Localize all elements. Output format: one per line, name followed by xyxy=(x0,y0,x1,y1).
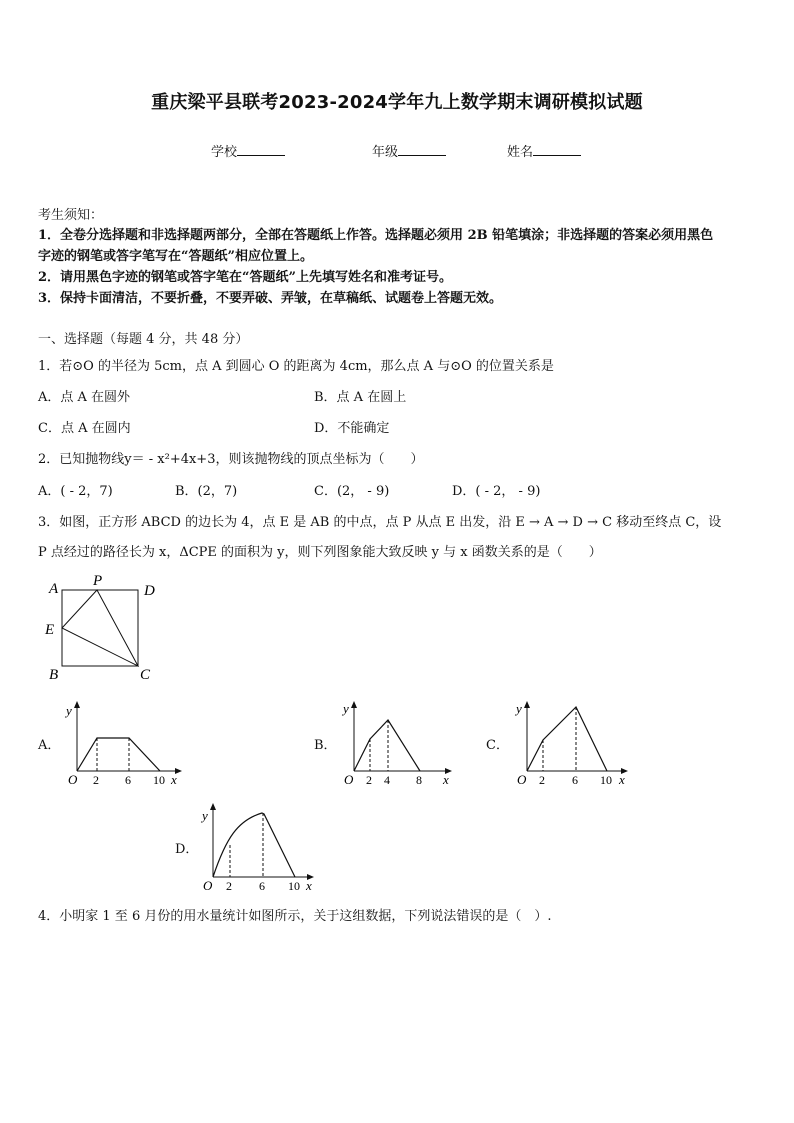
q1-option-d: D．不能确定 xyxy=(314,421,390,436)
grade-blank xyxy=(398,143,446,156)
question-3-line-2: P 点经过的路径长为 x，ΔCPE 的面积为 y，则下列图象能大致反映 y 与 x 函数关系的是（ ） xyxy=(38,545,602,560)
graph-b xyxy=(340,698,460,788)
q2-option-a: A．( - 2，7) xyxy=(38,484,113,499)
label-p: P xyxy=(93,573,103,589)
graph-c xyxy=(512,698,636,788)
label-c: C xyxy=(140,667,151,683)
school-field xyxy=(211,141,285,160)
graph-a-tick-10: 10 xyxy=(153,773,165,787)
graph-d-tick-6: 6 xyxy=(259,879,265,893)
q1-option-a: A．点 A 在圆外 xyxy=(38,390,131,405)
notice-item-1-cont: 字迹的钢笔或答字笔写在“答题纸”相应位置上。 xyxy=(38,249,313,264)
school-label: 学校 xyxy=(211,145,238,160)
square-figure xyxy=(40,572,170,687)
q2-option-d: D．( - 2， - 9) xyxy=(452,484,541,499)
name-field xyxy=(507,141,581,160)
triangle-cpe xyxy=(62,590,138,666)
graph-b-x-axis: x xyxy=(443,772,449,787)
notice-item-2: 2．请用黑色字迹的钢笔或答字笔在“答题纸”上先填写姓名和准考证号。 xyxy=(38,270,453,285)
graph-b-y-axis: y xyxy=(343,701,349,716)
notice-item-3: 3．保持卡面清洁，不要折叠，不要弄破、弄皱，在草稿纸、试题卷上答题无效。 xyxy=(38,291,503,306)
graph-d-y-axis: y xyxy=(202,808,208,823)
graph-b-tick-8: 8 xyxy=(416,773,422,787)
graph-a-tick-6: 6 xyxy=(125,773,131,787)
graph-c-curve xyxy=(527,707,607,771)
graph-a-origin: O xyxy=(68,772,78,787)
graph-a-tick-2: 2 xyxy=(93,773,99,787)
graph-d-tick-2: 2 xyxy=(226,879,232,893)
grade-field xyxy=(372,141,446,160)
graph-b-tick-4: 4 xyxy=(384,773,390,787)
name-blank xyxy=(533,143,581,156)
graph-d-curve xyxy=(213,813,295,877)
graph-b-label: B． xyxy=(314,738,337,753)
question-4: 4．小明家 1 至 6 月份的用水量统计如图所示，关于这组数据，下列说法错误的是（ ）. xyxy=(38,909,552,924)
graph-b-curve xyxy=(354,720,420,771)
graph-a-x-axis: x xyxy=(171,772,177,787)
notice-heading: 考生须知： xyxy=(38,208,104,223)
graph-c-tick-2: 2 xyxy=(539,773,545,787)
graph-c-origin: O xyxy=(517,772,527,787)
graph-a-y-axis: y xyxy=(66,703,72,718)
graph-b-tick-2: 2 xyxy=(366,773,372,787)
question-3-line-1: 3．如图，正方形 ABCD 的边长为 4，点 E 是 AB 的中点，点 P 从点 E 出发，沿 E → A → D → C 移动至终点 C，设 xyxy=(38,515,722,530)
label-d: D xyxy=(144,583,155,599)
label-e: E xyxy=(45,622,55,638)
q2-option-b: B．(2，7) xyxy=(175,484,238,499)
question-1: 1．若⊙O 的半径为 5cm，点 A 到圆心 O 的距离为 4cm，那么点 A 与⊙O 的位置关系是 xyxy=(38,359,554,374)
school-blank xyxy=(237,143,285,156)
label-b: B xyxy=(49,667,59,683)
graph-c-y-axis: y xyxy=(516,701,522,716)
section-heading: 一、选择题（每题 4 分，共 48 分） xyxy=(38,332,249,347)
graph-d-origin: O xyxy=(203,878,213,893)
notice-item-1: 1．全卷分选择题和非选择题两部分，全部在答题纸上作答。选择题必须用 2B 铅笔填涂；非选择题的答案必须用黑色 xyxy=(38,228,714,243)
graph-d-tick-10: 10 xyxy=(288,879,300,893)
graph-c-tick-6: 6 xyxy=(572,773,578,787)
graph-a xyxy=(62,698,188,788)
label-a: A xyxy=(49,581,59,597)
q1-option-b: B．点 A 在圆上 xyxy=(314,390,407,405)
q2-option-c: C．(2， - 9) xyxy=(314,484,390,499)
page-title: 重庆梁平县联考2023-2024学年九上数学期末调研模拟试题 xyxy=(151,92,643,113)
name-label: 姓名 xyxy=(507,145,534,160)
graph-c-x-axis: x xyxy=(619,772,625,787)
graph-b-origin: O xyxy=(344,772,354,787)
grade-label: 年级 xyxy=(372,145,399,160)
question-2: 2．已知抛物线y＝ - x²+4x+3，则该抛物线的顶点坐标为（ ） xyxy=(38,452,424,467)
graph-d-x-axis: x xyxy=(306,878,312,893)
graph-d-label: D． xyxy=(175,842,199,857)
graph-c-tick-10: 10 xyxy=(600,773,612,787)
graph-d xyxy=(198,800,322,894)
graph-a-label: A． xyxy=(38,738,61,753)
graph-a-curve xyxy=(77,738,160,771)
graph-c-label: C． xyxy=(486,738,509,753)
square-abcd xyxy=(62,590,138,666)
q1-option-c: C．点 A 在圆内 xyxy=(38,421,131,436)
